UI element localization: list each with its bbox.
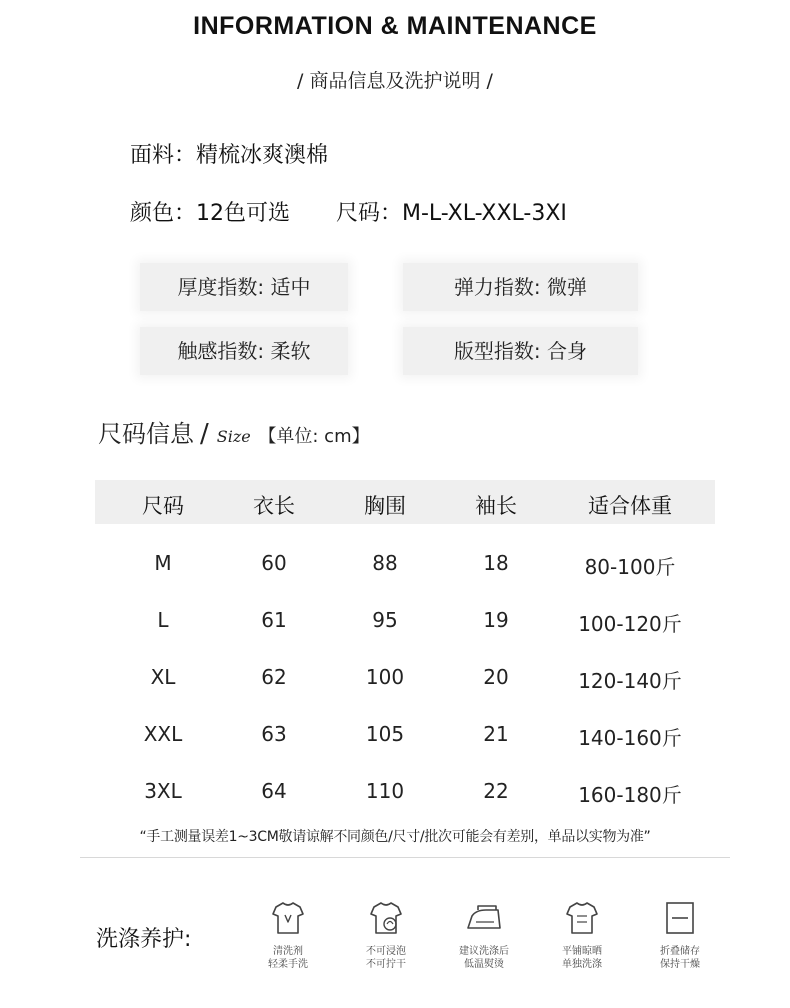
care-text-3-line2: 低温熨烫 <box>464 959 504 970</box>
table-cell: 105 <box>365 722 405 746</box>
table-cell: 19 <box>483 608 509 632</box>
fold-store-icon <box>660 898 700 938</box>
care-text-1-line2: 轻柔手洗 <box>268 959 308 970</box>
size-heading-en: Size <box>216 427 251 446</box>
table-cell: 140-160斤 <box>578 726 682 750</box>
fabric-spec: 面料：精梳冰爽澳棉 <box>130 143 329 168</box>
no-soak-icon <box>366 898 406 938</box>
table-cell: 20 <box>483 665 509 689</box>
care-text-2-line1: 不可浸泡 <box>366 946 406 957</box>
size-heading-cn: 尺码信息 <box>98 420 194 448</box>
care-text-2 <box>346 945 426 971</box>
table-cell: 110 <box>365 779 405 803</box>
page-title: INFORMATION & MAINTENANCE <box>193 12 597 40</box>
table-cell: 18 <box>483 551 509 575</box>
table-cell: 60 <box>261 551 287 575</box>
iron-icon <box>464 898 504 938</box>
header-sleeve: 袖长 <box>475 494 517 518</box>
touch-index: 触感指数: 柔软 <box>140 327 348 375</box>
table-cell: 160-180斤 <box>578 783 682 807</box>
table-cell: 100-120斤 <box>578 612 682 636</box>
table-cell: 21 <box>483 722 509 746</box>
table-cell: 62 <box>261 665 287 689</box>
table-cell: L <box>157 608 169 632</box>
table-cell: 120-140斤 <box>578 669 682 693</box>
table-cell: 95 <box>372 608 398 632</box>
table-cell: XXL <box>143 722 183 746</box>
header-length: 衣长 <box>253 494 295 518</box>
size-unit: 【单位: cm】 <box>258 426 370 447</box>
page-subtitle: / 商品信息及洗护说明 / <box>297 70 493 92</box>
tshirt-icon <box>268 898 308 938</box>
care-text-5-line2: 保持干燥 <box>660 959 700 970</box>
care-text-1 <box>248 945 328 971</box>
size-heading-slash: / <box>200 419 209 449</box>
care-text-4-line2: 单独洗涤 <box>562 959 602 970</box>
table-cell: M <box>154 551 172 575</box>
table-cell: 88 <box>372 551 398 575</box>
thickness-index: 厚度指数: 适中 <box>140 263 348 311</box>
table-cell: 100 <box>365 665 405 689</box>
header-size: 尺码 <box>142 494 184 518</box>
table-cell: 80-100斤 <box>584 555 676 579</box>
divider <box>80 857 730 858</box>
table-cell: 64 <box>261 779 287 803</box>
header-weight: 适合体重 <box>588 494 672 518</box>
table-cell: 3XL <box>144 779 182 803</box>
measurement-note: “手工测量误差1~3CM敬请谅解不同颜色/尺寸/批次可能会有差别，单品以实物为准” <box>139 829 651 845</box>
table-cell: 61 <box>261 608 287 632</box>
size-spec: 尺码：M-L-XL-XXL-3XI <box>336 201 567 226</box>
header-chest: 胸围 <box>364 494 406 518</box>
care-text-5 <box>640 945 720 971</box>
table-cell: 63 <box>261 722 287 746</box>
care-label: 洗涤养护: <box>96 927 192 952</box>
elasticity-index: 弹力指数: 微弹 <box>403 263 638 311</box>
care-text-2-line2: 不可拧干 <box>366 959 406 970</box>
care-text-1-line1: 清洗剂 <box>273 946 303 957</box>
table-cell: 22 <box>483 779 509 803</box>
care-text-3 <box>444 945 524 971</box>
color-spec: 颜色：12色可选 <box>130 201 290 226</box>
flat-dry-icon <box>562 898 602 938</box>
care-text-4 <box>542 945 622 971</box>
fit-index: 版型指数: 合身 <box>403 327 638 375</box>
care-text-4-line1: 平铺晾晒 <box>562 946 602 957</box>
table-cell: XL <box>150 665 176 689</box>
care-text-3-line1: 建议洗涤后 <box>459 946 509 957</box>
care-text-5-line1: 折叠储存 <box>660 946 700 957</box>
